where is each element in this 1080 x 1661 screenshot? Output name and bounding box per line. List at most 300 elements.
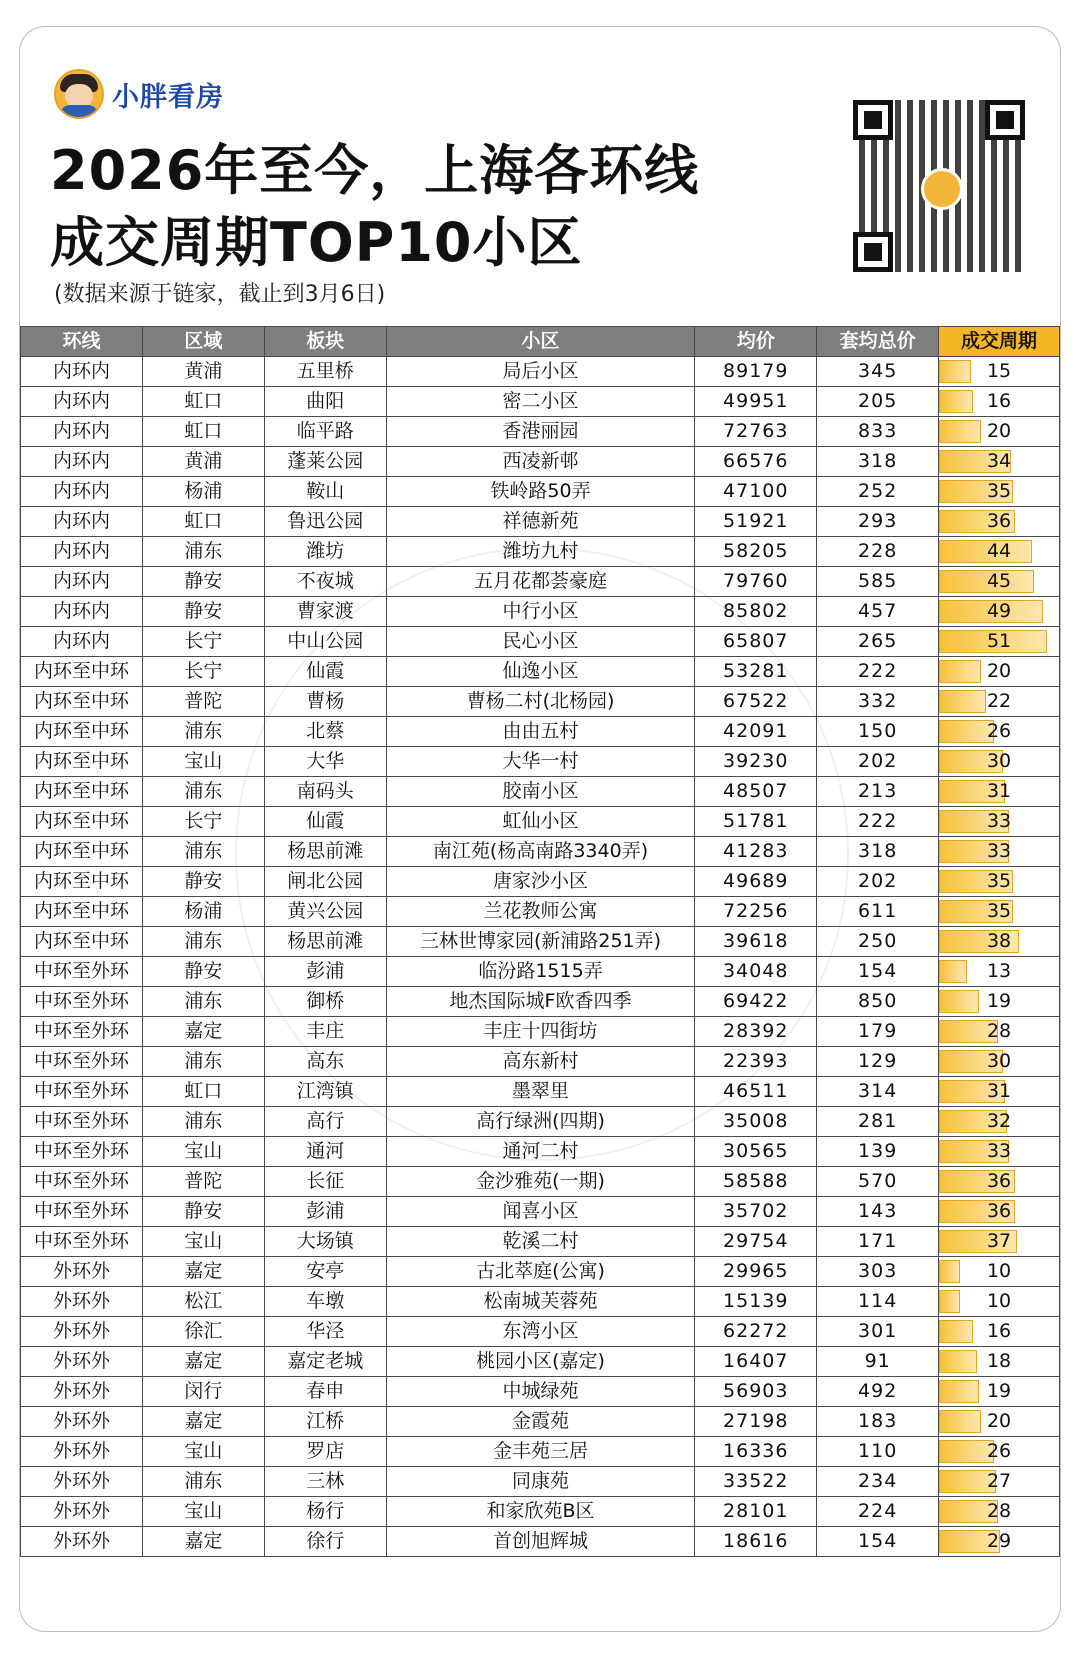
cell-avg-price: 56903 [695,1377,817,1407]
deal-cycle-value: 28 [986,1020,1012,1042]
cell-community: 高东新村 [386,1047,695,1077]
cell-deal-cycle [939,717,1060,747]
cell-area: 黄兴公园 [264,897,386,927]
cell-avg-price: 22393 [695,1047,817,1077]
cell-deal-cycle [939,657,1060,687]
table-row [21,1257,1060,1287]
cell-district: 嘉定 [142,1527,264,1557]
cell-community: 通河二村 [386,1137,695,1167]
deal-cycle-bar [939,540,1032,563]
table-row [21,867,1060,897]
cell-deal-cycle [939,387,1060,417]
cell-avg-total: 265 [817,627,939,657]
cell-deal-cycle [939,1017,1060,1047]
cell-avg-total: 91 [817,1347,939,1377]
cell-avg-price: 18616 [695,1527,817,1557]
deal-cycle-bar [939,1320,973,1343]
table-row [21,537,1060,567]
cell-avg-total: 318 [817,447,939,477]
table-row [21,1407,1060,1437]
cell-community: 高行绿洲(四期) [386,1107,695,1137]
deal-cycle-bar [939,420,981,443]
cell-community: 兰花教师公寓 [386,897,695,927]
cell-deal-cycle [939,897,1060,927]
cell-area: 中山公园 [264,627,386,657]
cell-deal-cycle [939,1437,1060,1467]
cell-avg-price: 48507 [695,777,817,807]
cell-district: 闵行 [142,1377,264,1407]
cell-community: 丰庄十四街坊 [386,1017,695,1047]
cell-deal-cycle [939,1257,1060,1287]
cell-ring: 外环外 [21,1437,143,1467]
table-row [21,777,1060,807]
cell-ring: 外环外 [21,1527,143,1557]
deal-cycle-value: 30 [986,1050,1012,1072]
cell-district: 虹口 [142,417,264,447]
cell-deal-cycle [939,1137,1060,1167]
cell-avg-total: 154 [817,957,939,987]
cell-area: 春申 [264,1377,386,1407]
table-row [21,687,1060,717]
table-row [21,357,1060,387]
cell-ring: 外环外 [21,1407,143,1437]
cell-ring: 内环内 [21,477,143,507]
deal-cycle-value: 28 [986,1500,1012,1522]
cell-area: 高东 [264,1047,386,1077]
cell-avg-price: 35008 [695,1107,817,1137]
table-row [21,1227,1060,1257]
cell-deal-cycle [939,357,1060,387]
title-line-2: 成交周期TOP10小区 [50,211,583,274]
table-row [21,1527,1060,1557]
cell-avg-price: 62272 [695,1317,817,1347]
col-header-avg-total: 套均总价 [817,327,939,357]
deal-cycle-value: 30 [986,750,1012,772]
cell-community: 金沙雅苑(一期) [386,1167,695,1197]
cell-community: 和家欣苑B区 [386,1497,695,1527]
deal-cycle-value: 10 [986,1290,1012,1312]
cell-community: 古北萃庭(公寓) [386,1257,695,1287]
cell-avg-price: 66576 [695,447,817,477]
cell-avg-total: 129 [817,1047,939,1077]
cell-area: 不夜城 [264,567,386,597]
cell-avg-price: 29965 [695,1257,817,1287]
cell-deal-cycle [939,747,1060,777]
table-row [21,1077,1060,1107]
cell-district: 黄浦 [142,447,264,477]
cell-ring: 中环至外环 [21,1107,143,1137]
cell-community: 中行小区 [386,597,695,627]
cell-community: 铁岭路50弄 [386,477,695,507]
infographic-card [19,26,1061,1632]
col-header-area: 板块 [264,327,386,357]
deal-cycle-bar [939,690,986,713]
cell-avg-price: 28101 [695,1497,817,1527]
cell-ring: 内环内 [21,567,143,597]
cell-avg-price: 53281 [695,657,817,687]
cell-district: 浦东 [142,1047,264,1077]
cell-ring: 内环至中环 [21,867,143,897]
cell-ring: 内环内 [21,507,143,537]
cell-ring: 内环至中环 [21,837,143,867]
page-title [50,135,699,279]
cell-area: 丰庄 [264,1017,386,1047]
cell-ring: 中环至外环 [21,1197,143,1227]
cell-ring: 中环至外环 [21,1167,143,1197]
cell-area: 大华 [264,747,386,777]
table-row [21,597,1060,627]
cell-community: 松南城芙蓉苑 [386,1287,695,1317]
cell-community: 由由五村 [386,717,695,747]
cell-community: 密二小区 [386,387,695,417]
cell-ring: 内环至中环 [21,717,143,747]
table-row [21,897,1060,927]
table-row [21,1017,1060,1047]
cell-community: 南江苑(杨高南路3340弄) [386,837,695,867]
table-row [21,717,1060,747]
cell-area: 华泾 [264,1317,386,1347]
cell-avg-price: 42091 [695,717,817,747]
cell-deal-cycle [939,1077,1060,1107]
cell-avg-price: 16336 [695,1437,817,1467]
deal-cycle-value: 38 [986,930,1012,952]
cell-avg-price: 49951 [695,387,817,417]
cell-avg-price: 47100 [695,477,817,507]
cell-district: 虹口 [142,1077,264,1107]
table-row [21,657,1060,687]
cell-district: 静安 [142,1197,264,1227]
deal-cycle-value: 33 [986,1140,1012,1162]
deal-cycle-value: 36 [986,1200,1012,1222]
table-row [21,957,1060,987]
deal-cycle-bar [939,1410,981,1433]
cell-community: 潍坊九村 [386,537,695,567]
cell-avg-price: 34048 [695,957,817,987]
cell-area: 北蔡 [264,717,386,747]
table-row [21,627,1060,657]
deal-cycle-bar [939,720,994,743]
cell-deal-cycle [939,1107,1060,1137]
deal-cycle-value: 32 [986,1110,1012,1132]
cell-deal-cycle [939,1197,1060,1227]
cell-area: 彭浦 [264,957,386,987]
cell-district: 嘉定 [142,1257,264,1287]
cell-ring: 外环外 [21,1257,143,1287]
cell-district: 宝山 [142,1437,264,1467]
cell-ring: 内环内 [21,537,143,567]
cell-community: 仙逸小区 [386,657,695,687]
deal-cycle-bar [939,390,973,413]
cell-district: 徐汇 [142,1317,264,1347]
cell-district: 宝山 [142,747,264,777]
cell-avg-price: 72256 [695,897,817,927]
cell-deal-cycle [939,1347,1060,1377]
brand-header [54,69,224,119]
cell-avg-total: 202 [817,747,939,777]
cell-avg-total: 293 [817,507,939,537]
cell-avg-total: 143 [817,1197,939,1227]
deal-cycle-table [20,326,1060,1557]
deal-cycle-value: 51 [986,630,1012,652]
cell-deal-cycle [939,957,1060,987]
table-row [21,807,1060,837]
cell-ring: 内环内 [21,597,143,627]
cell-ring: 内环至中环 [21,777,143,807]
cell-area: 通河 [264,1137,386,1167]
deal-cycle-value: 19 [986,990,1012,1012]
table-row [21,1287,1060,1317]
cell-area: 高行 [264,1107,386,1137]
deal-cycle-value: 49 [986,600,1012,622]
cell-deal-cycle [939,447,1060,477]
deal-cycle-bar [939,360,971,383]
cell-avg-total: 332 [817,687,939,717]
cell-avg-total: 234 [817,1467,939,1497]
cell-avg-total: 252 [817,477,939,507]
cell-ring: 外环外 [21,1467,143,1497]
cell-ring: 外环外 [21,1317,143,1347]
cell-avg-price: 39230 [695,747,817,777]
cell-avg-price: 89179 [695,357,817,387]
cell-deal-cycle [939,537,1060,567]
table-row [21,747,1060,777]
deal-cycle-value: 37 [986,1230,1012,1252]
deal-cycle-value: 18 [986,1350,1012,1372]
cell-avg-total: 110 [817,1437,939,1467]
cell-avg-price: 67522 [695,687,817,717]
cell-avg-total: 585 [817,567,939,597]
cell-deal-cycle [939,627,1060,657]
deal-cycle-value: 26 [986,1440,1012,1462]
cell-deal-cycle [939,807,1060,837]
deal-cycle-bar [939,1290,960,1313]
cell-district: 浦东 [142,777,264,807]
table-row [21,1497,1060,1527]
cell-avg-price: 29754 [695,1227,817,1257]
cell-avg-total: 250 [817,927,939,957]
cell-district: 嘉定 [142,1407,264,1437]
cell-deal-cycle [939,507,1060,537]
cell-avg-price: 85802 [695,597,817,627]
table-row [21,1437,1060,1467]
cell-district: 黄浦 [142,357,264,387]
cell-deal-cycle [939,867,1060,897]
cell-avg-price: 16407 [695,1347,817,1377]
cell-ring: 外环外 [21,1377,143,1407]
cell-avg-total: 183 [817,1407,939,1437]
table-row [21,1377,1060,1407]
table-row [21,507,1060,537]
cell-area: 杨思前滩 [264,837,386,867]
cell-deal-cycle [939,567,1060,597]
cell-avg-price: 33522 [695,1467,817,1497]
cell-avg-price: 28392 [695,1017,817,1047]
col-header-community: 小区 [386,327,695,357]
data-source-note: (数据来源于链家，截止到3月6日) [54,282,386,307]
cell-community: 临汾路1515弄 [386,957,695,987]
deal-cycle-value: 35 [986,480,1012,502]
cell-area: 江桥 [264,1407,386,1437]
cell-avg-price: 79760 [695,567,817,597]
col-header-district: 区域 [142,327,264,357]
cell-area: 鞍山 [264,477,386,507]
cell-avg-price: 41283 [695,837,817,867]
cell-ring: 中环至外环 [21,1017,143,1047]
cell-avg-price: 51921 [695,507,817,537]
table-row [21,567,1060,597]
cell-area: 大场镇 [264,1227,386,1257]
cell-district: 嘉定 [142,1017,264,1047]
cell-community: 大华一村 [386,747,695,777]
deal-cycle-value: 36 [986,510,1012,532]
table-row [21,1317,1060,1347]
cell-avg-total: 171 [817,1227,939,1257]
cell-ring: 内环至中环 [21,927,143,957]
cell-area: 彭浦 [264,1197,386,1227]
cell-community: 虹仙小区 [386,807,695,837]
table-row [21,927,1060,957]
col-header-deal-cycle: 成交周期 [939,327,1060,357]
cell-community: 同康苑 [386,1467,695,1497]
cell-deal-cycle [939,1287,1060,1317]
cell-community: 香港丽园 [386,417,695,447]
cell-avg-total: 611 [817,897,939,927]
cell-ring: 中环至外环 [21,987,143,1017]
cell-community: 金丰苑三居 [386,1437,695,1467]
cell-district: 宝山 [142,1497,264,1527]
cell-avg-total: 301 [817,1317,939,1347]
cell-avg-total: 224 [817,1497,939,1527]
cell-deal-cycle [939,477,1060,507]
cell-avg-total: 303 [817,1257,939,1287]
cell-ring: 内环至中环 [21,747,143,777]
cell-district: 静安 [142,567,264,597]
cell-avg-total: 202 [817,867,939,897]
cell-district: 浦东 [142,537,264,567]
cell-deal-cycle [939,927,1060,957]
cell-area: 闸北公园 [264,867,386,897]
cell-ring: 中环至外环 [21,1227,143,1257]
cell-district: 虹口 [142,387,264,417]
cell-district: 静安 [142,957,264,987]
cell-deal-cycle [939,777,1060,807]
cell-avg-total: 154 [817,1527,939,1557]
cell-deal-cycle [939,1377,1060,1407]
cell-community: 曹杨二村(北杨园) [386,687,695,717]
cell-district: 普陀 [142,687,264,717]
cell-area: 鲁迅公园 [264,507,386,537]
cell-community: 胶南小区 [386,777,695,807]
cell-area: 仙霞 [264,657,386,687]
cell-area: 三林 [264,1467,386,1497]
table-row [21,1107,1060,1137]
cell-ring: 中环至外环 [21,1077,143,1107]
cell-ring: 内环内 [21,447,143,477]
table-row [21,1137,1060,1167]
cell-avg-total: 150 [817,717,939,747]
cell-avg-price: 30565 [695,1137,817,1167]
cell-avg-total: 222 [817,807,939,837]
cell-district: 宝山 [142,1137,264,1167]
cell-area: 曹家渡 [264,597,386,627]
qr-avatar-icon [921,168,963,210]
deal-cycle-value: 15 [986,360,1012,382]
deal-cycle-value: 20 [986,1410,1012,1432]
cell-district: 浦东 [142,837,264,867]
cell-deal-cycle [939,417,1060,447]
deal-cycle-bar [939,990,979,1013]
cell-avg-total: 281 [817,1107,939,1137]
cell-ring: 内环至中环 [21,687,143,717]
cell-ring: 外环外 [21,1347,143,1377]
deal-cycle-value: 13 [986,960,1012,982]
cell-district: 浦东 [142,1467,264,1497]
cell-avg-price: 69422 [695,987,817,1017]
cell-deal-cycle [939,1167,1060,1197]
cell-area: 临平路 [264,417,386,447]
deal-cycle-value: 45 [986,570,1012,592]
cell-district: 长宁 [142,627,264,657]
cell-community: 金霞苑 [386,1407,695,1437]
cell-ring: 内环至中环 [21,657,143,687]
cell-area: 仙霞 [264,807,386,837]
qr-code-icon [853,100,1025,272]
cell-avg-price: 35702 [695,1197,817,1227]
cell-avg-total: 114 [817,1287,939,1317]
cell-avg-total: 345 [817,357,939,387]
cell-avg-price: 65807 [695,627,817,657]
cell-community: 民心小区 [386,627,695,657]
cell-community: 中城绿苑 [386,1377,695,1407]
cell-district: 浦东 [142,927,264,957]
table-row [21,837,1060,867]
cell-avg-total: 179 [817,1017,939,1047]
cell-ring: 内环内 [21,357,143,387]
cell-district: 静安 [142,867,264,897]
cell-district: 杨浦 [142,477,264,507]
cell-deal-cycle [939,1527,1060,1557]
cell-area: 杨行 [264,1497,386,1527]
cell-community: 西凌新邨 [386,447,695,477]
deal-cycle-value: 20 [986,660,1012,682]
table-row [21,1467,1060,1497]
cell-deal-cycle [939,1227,1060,1257]
cell-ring: 内环至中环 [21,807,143,837]
cell-avg-total: 139 [817,1137,939,1167]
cell-community: 墨翠里 [386,1077,695,1107]
table-row [21,1347,1060,1377]
cell-deal-cycle [939,1407,1060,1437]
table-row [21,387,1060,417]
cell-community: 乾溪二村 [386,1227,695,1257]
cell-avg-total: 492 [817,1377,939,1407]
cell-community: 地杰国际城F欧香四季 [386,987,695,1017]
deal-cycle-value: 19 [986,1380,1012,1402]
cell-area: 曹杨 [264,687,386,717]
cell-avg-price: 39618 [695,927,817,957]
table-row [21,1047,1060,1077]
cell-area: 江湾镇 [264,1077,386,1107]
cell-community: 局后小区 [386,357,695,387]
deal-cycle-bar [939,960,967,983]
deal-cycle-value: 10 [986,1260,1012,1282]
cell-avg-price: 58205 [695,537,817,567]
cell-avg-price: 58588 [695,1167,817,1197]
deal-cycle-value: 36 [986,1170,1012,1192]
table-row [21,1167,1060,1197]
mascot-avatar-icon [54,69,104,119]
cell-avg-total: 205 [817,387,939,417]
